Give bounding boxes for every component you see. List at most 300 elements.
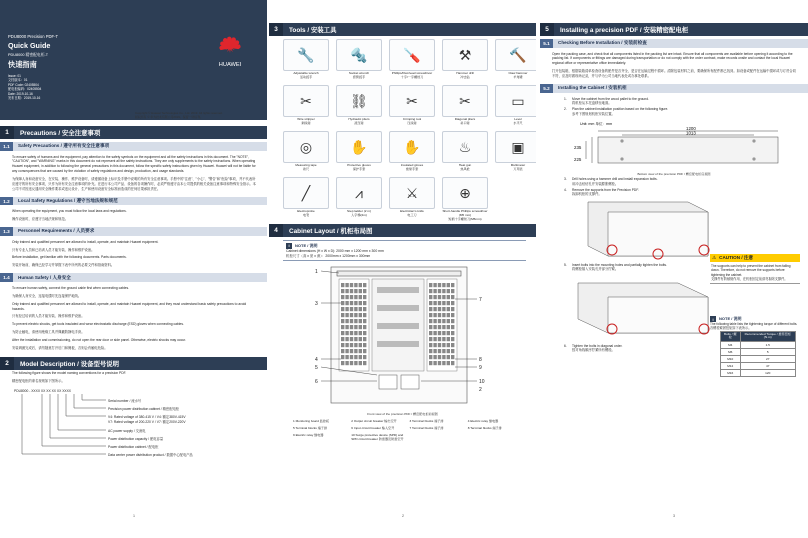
breaker [429, 331, 432, 335]
breaker [447, 301, 450, 305]
pdf-code-cn: 配电柜编码：02405504 [8, 87, 42, 92]
breaker [451, 307, 454, 311]
page-3 [540, 0, 808, 538]
breaker [363, 331, 366, 335]
breaker [442, 337, 445, 341]
breaker [447, 307, 450, 311]
cover-product-line: PDU8000 Precision PDF-T [8, 34, 59, 39]
breaker [447, 361, 450, 365]
tool-label-en: Multimeter [510, 163, 526, 167]
breaker [354, 355, 357, 359]
breaker [442, 313, 445, 317]
breaker [359, 313, 362, 317]
breaker [345, 361, 348, 365]
breaker [363, 301, 366, 305]
breaker [363, 343, 366, 347]
torque-note: i NOTE / 说明 The following table lists the tightening torque of different bolts. 各螺栓紧固扭矩如下表所示。 Bolts / 螺栓 Recommended Torque / 推荐扭矩 (N·m) M4 1.5 M6 5 M10 27 M12 47 M16 120 [710, 316, 798, 375]
pdf-code: PDF Code: 02405504 [8, 82, 39, 87]
breaker [442, 355, 445, 359]
breaker [438, 301, 441, 305]
tool-label-cn: 羊角锤 [513, 74, 523, 79]
busbar [377, 287, 419, 293]
legend-item: 1 Monitoring board 监控板 [293, 419, 329, 424]
tool-label-en: Short-handle Phillips screwdriver (M5 mm) [442, 209, 488, 217]
legend-item: 10 Surge protective device (SPD) and SPD circuit breaker 防雷器及防雷空开 [351, 432, 404, 441]
measuring-tape-icon: ◎ [299, 138, 313, 155]
support-removal-figure [568, 198, 718, 262]
breaker [341, 325, 344, 329]
cabinet-note: i NOTE / 说明 Cabinet dimensions (H x W x D): 2000 mm x 1200 mm x 300 mm 机柜尺寸（高 x 宽 x 深）：2000mm x 1200mm x 300mm [283, 240, 526, 261]
tool-label-cn: 斜口钳 [460, 120, 470, 125]
breaker [433, 289, 436, 293]
callout-7: 7 [479, 297, 482, 304]
human-safety-cn-1: 为确保人身安全，连接电缆时先连接保护地线。 [12, 293, 82, 298]
tool-label-en: Hammer drill [456, 71, 474, 75]
check-cn: 打开包装箱，根据装箱清单检查设备的配件是否齐全，是否在运输过程中损坏。清除包装材料之前，要确保所有配件都已找到。如设备或配件在运输中损坏或与订货合同不符，应及时做现场记录，并与华为公司当地代表处或办事处联系。 [552, 69, 796, 79]
breaker [442, 325, 445, 329]
legend-item [468, 434, 526, 442]
page-number: 2 [402, 514, 404, 518]
breaker [442, 289, 445, 293]
tool-label-cn: 液压钳 [354, 120, 364, 125]
personnel-en-2: Before installation, get familiar with the following documents. Parts documents. [12, 255, 127, 260]
model-v4: V4: Rated voltage of 380-415 V / V4: 额定380V-415V [108, 414, 186, 419]
breaker [433, 361, 436, 365]
tool-label-en: Level [514, 117, 522, 121]
socket-wrench-icon: 🔩 [350, 46, 368, 63]
section-4-header: 4 Cabinet Layout / 机柜布局图 [269, 224, 536, 237]
callout-3: 3 [315, 301, 318, 308]
issue: Issue: 01 [8, 74, 21, 78]
personnel-cn-2: 安装开始前，确保已经学习并掌握下表中所列的必要文件和指南资料。 [12, 263, 115, 268]
breaker [350, 283, 353, 287]
step-6: 6. Tighten the bolts in diagonal order. 按对角线顺序拧紧所有螺栓。 [564, 343, 623, 352]
hydraulic-pliers-icon: ⛓ [350, 92, 368, 109]
callout-8: 8 [479, 357, 482, 364]
breaker [359, 337, 362, 341]
breaker [447, 343, 450, 347]
local-regulations-cn: 操作设备时，应遵守当地法规和规范。 [12, 217, 69, 222]
breaker [354, 295, 357, 299]
breaker [451, 361, 454, 365]
breaker [350, 355, 353, 359]
breaker [341, 295, 344, 299]
breaker [438, 313, 441, 317]
tool-label-cn: 保护手套 [352, 166, 366, 171]
breaker [359, 343, 362, 347]
breaker [447, 337, 450, 341]
breaker [363, 361, 366, 365]
tool-item [442, 85, 488, 129]
tools-grid [269, 36, 536, 221]
busbar [377, 323, 419, 329]
breaker [442, 361, 445, 365]
breaker [341, 283, 344, 287]
breaker [451, 295, 454, 299]
human-safety-cn-2: 只有经过培训的人员才能安装、操作和维护设备。 [12, 314, 85, 319]
breaker [429, 313, 432, 317]
breaker [363, 313, 366, 317]
model-description-cn: 精密配电柜的命名规则如下图所示。 [12, 378, 65, 383]
tool-label-en: Crimping tool [402, 117, 422, 121]
model-precision: Precision power distribution cabinet / 精密配电柜 [108, 406, 180, 411]
tool-item [336, 177, 382, 221]
tool-label-en: Step ladder (2 m) [347, 209, 371, 213]
breaker [354, 325, 357, 329]
model-code: PDU8000 - XXXX XX XX XX XX XXXX [14, 388, 71, 393]
breaker [341, 361, 344, 365]
cover-title: Quick Guide [8, 41, 51, 50]
tool-item [336, 85, 382, 129]
cover-banner [0, 0, 267, 120]
breaker [345, 337, 348, 341]
busbar [377, 305, 419, 311]
breaker [350, 289, 353, 293]
breaker [447, 313, 450, 317]
caution-icon: ⚠ [712, 255, 717, 260]
tool-label-en: Diagonal pliers [454, 117, 476, 121]
breaker [451, 331, 454, 335]
cabinet-dimensions-cn: 机柜尺寸（高 x 宽 x 深）：2000mm x 1200mm x 300mm [286, 253, 371, 258]
tool-label-en: Socket wrench [348, 71, 370, 75]
breaker [363, 349, 366, 353]
human-safety-en-3: To prevent electric shocks, get tools insulated and wear electrostatic discharge (ESD) gloves when connecting cables. [12, 322, 184, 327]
breaker [433, 355, 436, 359]
breaker [354, 319, 357, 323]
bolt-installation-figure [568, 273, 718, 343]
tool-item [283, 39, 329, 83]
section-5-1-header: 5.1 Checking Before Installation / 安装前检查 [540, 39, 808, 48]
torque-row: M4 1.5 [721, 341, 796, 348]
breaker [429, 295, 432, 299]
breaker [442, 283, 445, 287]
breaker [359, 283, 362, 287]
tool-item [442, 177, 488, 221]
torque-row: M12 47 [721, 362, 796, 369]
tool-label-en: Measuring tape [295, 163, 317, 167]
breaker [447, 349, 450, 353]
plan-caption: Bottom view of the precision PDF / 精密配电柜底视图 [637, 172, 711, 177]
breaker [345, 301, 348, 305]
legend-item [410, 434, 468, 442]
human-safety-cn-3: 为防止触电，请使用绝缘工具并佩戴防静电手套。 [12, 330, 85, 335]
tool-item [495, 85, 536, 129]
legend-item: 6 Input circuit breaker 输入空开 [351, 425, 395, 430]
breaker [438, 337, 441, 341]
torque-table: Bolts / 螺栓 Recommended Torque / 推荐扭矩 (N·m) M4 1.5 M6 5 M10 27 M12 47 M16 120 [720, 331, 796, 377]
legend-item: 5 Terminal blocks 端子排 [293, 425, 327, 430]
step-1: 1. Move the cabinet from the wood pallet to the ground. 将机柜从木托盘移至地面。 [564, 96, 649, 105]
tool-label-cn: 十字/一字螺丝刀 [400, 74, 424, 79]
breaker [447, 325, 450, 329]
breaker [341, 331, 344, 335]
breaker [438, 331, 441, 335]
model-serial: Serial number / 流水号 [108, 398, 142, 403]
breaker [350, 361, 353, 365]
breaker [451, 319, 454, 323]
dim-width-1013: 1013 [686, 130, 696, 136]
breaker [451, 313, 454, 317]
torque-row: M10 27 [721, 355, 796, 362]
section-1-header: 1 Precautions / 安全注意事项 [0, 126, 267, 139]
breaker [429, 343, 432, 347]
breaker [345, 307, 348, 311]
breaker [438, 343, 441, 347]
model-ac: AC power supply / 交流电 [108, 428, 146, 433]
breaker [442, 343, 445, 347]
breaker [341, 337, 344, 341]
breaker [359, 361, 362, 365]
crimping-tool-icon: ✂ [406, 92, 418, 109]
human-safety-cn-4: 安装调测完成后，请勿随意打开后门和侧板，否则会有触电危险。 [12, 346, 108, 351]
breaker [359, 325, 362, 329]
date: Date: 2019-10-16 [8, 91, 33, 96]
tool-label-cn: 冲击钻 [460, 74, 470, 79]
breaker [429, 337, 432, 341]
legend-item: 2 Output circuit breaker 输出空开 [351, 419, 397, 424]
breaker [350, 331, 353, 335]
breaker [350, 319, 353, 323]
breaker [451, 349, 454, 353]
breaker [451, 355, 454, 359]
wire-stripper-icon: ✂ [300, 92, 312, 109]
breaker [429, 325, 432, 329]
breaker [345, 289, 348, 293]
breaker [433, 349, 436, 353]
callout-2: 2 [479, 387, 482, 394]
diagonal-pliers-icon: ✂ [459, 92, 471, 109]
short-screwdriver-icon: ⊕ [459, 184, 471, 201]
section-3-header: 3 Tools / 安装工具 [269, 23, 536, 36]
caution-box: ⚠ CAUTION / 注意 The supports can help to prevent the cabinet from falling down. Therefore, do not remove the supports before tightening the cabinet. 支撑件有防倾倒作用，在机柜固定前请勿拆除支撑件。 [710, 254, 800, 284]
breaker [429, 289, 432, 293]
tool-label-en: Insulated gloves [400, 163, 424, 167]
breaker [354, 349, 357, 353]
breaker [429, 301, 432, 305]
cabinet-footprint [598, 137, 778, 163]
tool-item [442, 39, 488, 83]
tool-label-cn: 剥线钳 [301, 120, 311, 125]
tool-label-cn: 绝缘手套 [405, 166, 419, 171]
input-breaker-2 [401, 375, 419, 389]
cover-product-line-cn: PDU8000 精密配电柜-T [8, 53, 49, 57]
legend-item: 8 Terminal blocks 端子排 [467, 425, 502, 430]
tool-label-en: Phillips/Flat-head screwdriver [391, 71, 433, 75]
step-4: 4. Remove the supports from the Precision PDF. 拆卸机柜的支撑件。 [564, 187, 639, 197]
heat-gun-icon: ♨ [458, 138, 472, 155]
tool-label-cn: 热风枪 [460, 166, 470, 171]
check-en: Open the packing case, and check that all components listed in the packing list are intact. Ensure that all components are available before opening it according to the packing list. If components or fittings are damaged during transportation or do not comply with the order contract, make records onsite and contact the local Huawei regional office or representative office immediately. [552, 51, 793, 66]
breaker [345, 355, 348, 359]
model-product: Data center power distribution product / 数据中心配电产品 [108, 452, 193, 457]
breaker [451, 301, 454, 305]
model-naming-diagram [14, 389, 267, 459]
tool-item [283, 85, 329, 129]
top-bar [337, 271, 461, 276]
breaker [359, 349, 362, 353]
breaker [363, 289, 366, 293]
breaker [345, 295, 348, 299]
breaker [433, 301, 436, 305]
model-capacity: Power distribution capacity / 配电容量 [108, 436, 164, 441]
installation-plan-figure [540, 117, 808, 171]
breaker [442, 295, 445, 299]
breaker [451, 283, 454, 287]
electricians-knife-icon: ⚔ [405, 184, 419, 201]
breaker [363, 307, 366, 311]
tool-label-en: Claw hammer [508, 71, 528, 75]
breaker [433, 295, 436, 299]
cabinet-layout-figure [269, 263, 536, 411]
breaker [341, 307, 344, 311]
personnel-en-1: Only trained and qualified personnel are allowed to install, operate, and maintain Huawei equipment. [12, 239, 159, 244]
tool-item [336, 39, 382, 83]
breaker [363, 283, 366, 287]
tool-item [495, 39, 536, 83]
breaker [363, 337, 366, 341]
breaker [433, 283, 436, 287]
breaker [451, 337, 454, 341]
tool-label-cn: 压线钳 [407, 120, 417, 125]
cabinet-dimensions-en: Cabinet dimensions (H x W x D): 2000 mm x 1200 mm x 300 mm [286, 249, 384, 253]
tool-label-cn: 水平尺 [513, 120, 523, 125]
note-icon: i [286, 243, 292, 249]
dim-depth-225: 225 [574, 157, 582, 163]
breaker [438, 349, 441, 353]
breaker [447, 295, 450, 299]
safety-precautions-en: To ensure safety of humans and the equipment, pay attention to the safety symbols on the equipment and all the safety instructions in this document. The "NOTE", "CAUTION", and "WARNING" marks in this document do not represent all the safety instructions. They are only supplements to the safety instructions. When operating Huawei equipment, in addition to following the general precautions in this document, follow the specific safety instructions given by Huawei. Huawei will not be liable for any consequences that are caused by the violation of safety regulations and design, production, and usage standards. [12, 154, 256, 174]
huawei-logo [211, 34, 249, 70]
tool-label-en: Wire stripper [297, 117, 315, 121]
model-v7: V7: Rated voltage of 200-220 V / V7: 额定200V-220V [108, 419, 186, 424]
breaker [429, 355, 432, 359]
human-safety-en-1: To ensure human safety, connect the ground cable first when connecting cables. [12, 285, 130, 290]
breaker [359, 301, 362, 305]
step-5: 5. Insert bolts into the mounting holes and partially tighten the bolts. 将螺栓插入安装孔并部分拧紧。 [564, 262, 667, 272]
breaker [433, 343, 436, 347]
tool-label-en: Electroprobe [297, 209, 315, 213]
tool-label-en: Adjustable wrench [293, 71, 319, 75]
page-1 [0, 0, 267, 538]
breaker [363, 319, 366, 323]
breaker [433, 313, 436, 317]
breaker [447, 355, 450, 359]
tool-item [389, 39, 435, 83]
breaker [341, 349, 344, 353]
breaker [350, 307, 353, 311]
breaker [438, 289, 441, 293]
breaker [345, 319, 348, 323]
brand-name: HUAWEI [218, 62, 242, 69]
dim-width-1200: 1200 [686, 126, 696, 132]
local-regulations-en: When operating the equipment, you must follow the local laws and regulations. [12, 209, 127, 214]
human-safety-en-4: After the installation and commissioning, do not open the rear door or side panel. Otherwise, electric shocks may occur. [12, 338, 186, 343]
breaker [447, 319, 450, 323]
issue-cn: 文档版本：01 [8, 78, 28, 83]
breaker [359, 289, 362, 293]
tool-label-cn: 套筒扳手 [352, 74, 366, 79]
breaker [433, 319, 436, 323]
breaker [429, 349, 432, 353]
breaker [438, 307, 441, 311]
note-icon: i [710, 316, 716, 322]
tool-item [336, 131, 382, 175]
front-view-caption: Front view of the precision PDF / 精密配电柜前视图 [367, 412, 438, 417]
breaker [359, 319, 362, 323]
legend-item: 3 Terminal blocks 端子排 [409, 419, 444, 424]
breaker [345, 343, 348, 347]
breaker [447, 283, 450, 287]
callout-9: 9 [479, 365, 482, 372]
breaker [429, 307, 432, 311]
breaker [341, 355, 344, 359]
breaker [354, 361, 357, 365]
breaker [442, 319, 445, 323]
breaker [354, 289, 357, 293]
breaker [359, 307, 362, 311]
breaker [438, 283, 441, 287]
breaker [442, 349, 445, 353]
breaker [442, 307, 445, 311]
breaker [359, 355, 362, 359]
section-5-2-header: 5.2 Installing the Cabinet / 安装机柜 [540, 84, 808, 93]
date-cn: 发布日期：2019-10-16 [8, 96, 41, 101]
input-breaker-1 [379, 375, 397, 389]
tool-label-en: Heat gun [458, 163, 472, 167]
callout-1: 1 [315, 269, 318, 276]
page-number: 3 [673, 514, 675, 518]
human-safety-en-2: Only trained and qualified personnel are allowed to install, operate, and maintain Huawei equipment, and they must understand basic safety precautions to avoid hazards. [12, 301, 247, 311]
screwdriver-icon: 🪛 [403, 46, 421, 63]
tool-item [389, 177, 435, 221]
protective-gloves-icon: ✋ [350, 138, 368, 155]
breaker [341, 301, 344, 305]
tool-label-cn: 电笔 [302, 212, 310, 217]
breaker [438, 319, 441, 323]
legend-item: 9 Electric relay 继电器 [293, 432, 324, 437]
tool-label-cn: 万用表 [513, 166, 523, 171]
breaker [363, 355, 366, 359]
unit-label: Unit: mm 单位：mm [580, 122, 613, 127]
breaker [451, 289, 454, 293]
breaker [451, 343, 454, 347]
cover-title-cn: 快速指南 [8, 60, 37, 69]
breaker [345, 313, 348, 317]
breaker [438, 361, 441, 365]
breaker [429, 283, 432, 287]
breaker [350, 313, 353, 317]
claw-hammer-icon: 🔨 [509, 46, 527, 63]
electroprobe-icon: ╱ [301, 184, 311, 201]
breaker [354, 307, 357, 311]
breaker [433, 325, 436, 329]
breaker [345, 349, 348, 353]
tool-label-en: Electrician's knife [400, 209, 424, 213]
breaker [442, 301, 445, 305]
model-cabinet: Power distribution cabinet / 配电柜 [108, 444, 159, 449]
tool-item [495, 131, 536, 175]
hammer-drill-icon: ⚒ [458, 46, 472, 63]
breaker [429, 361, 432, 365]
callout-10: 10 [479, 379, 485, 386]
breaker [350, 325, 353, 329]
copyright: Copyright © Huawei Technologies Co., Ltd. 2019. All rights reserved. 版权所有 © 华为技术有限公司2019。保留一切权利。 [135, 111, 223, 119]
breaker [354, 283, 357, 287]
breaker [447, 289, 450, 293]
breaker [447, 331, 450, 335]
wrench-icon: 🔧 [297, 46, 315, 63]
callout-5: 5 [315, 365, 318, 372]
